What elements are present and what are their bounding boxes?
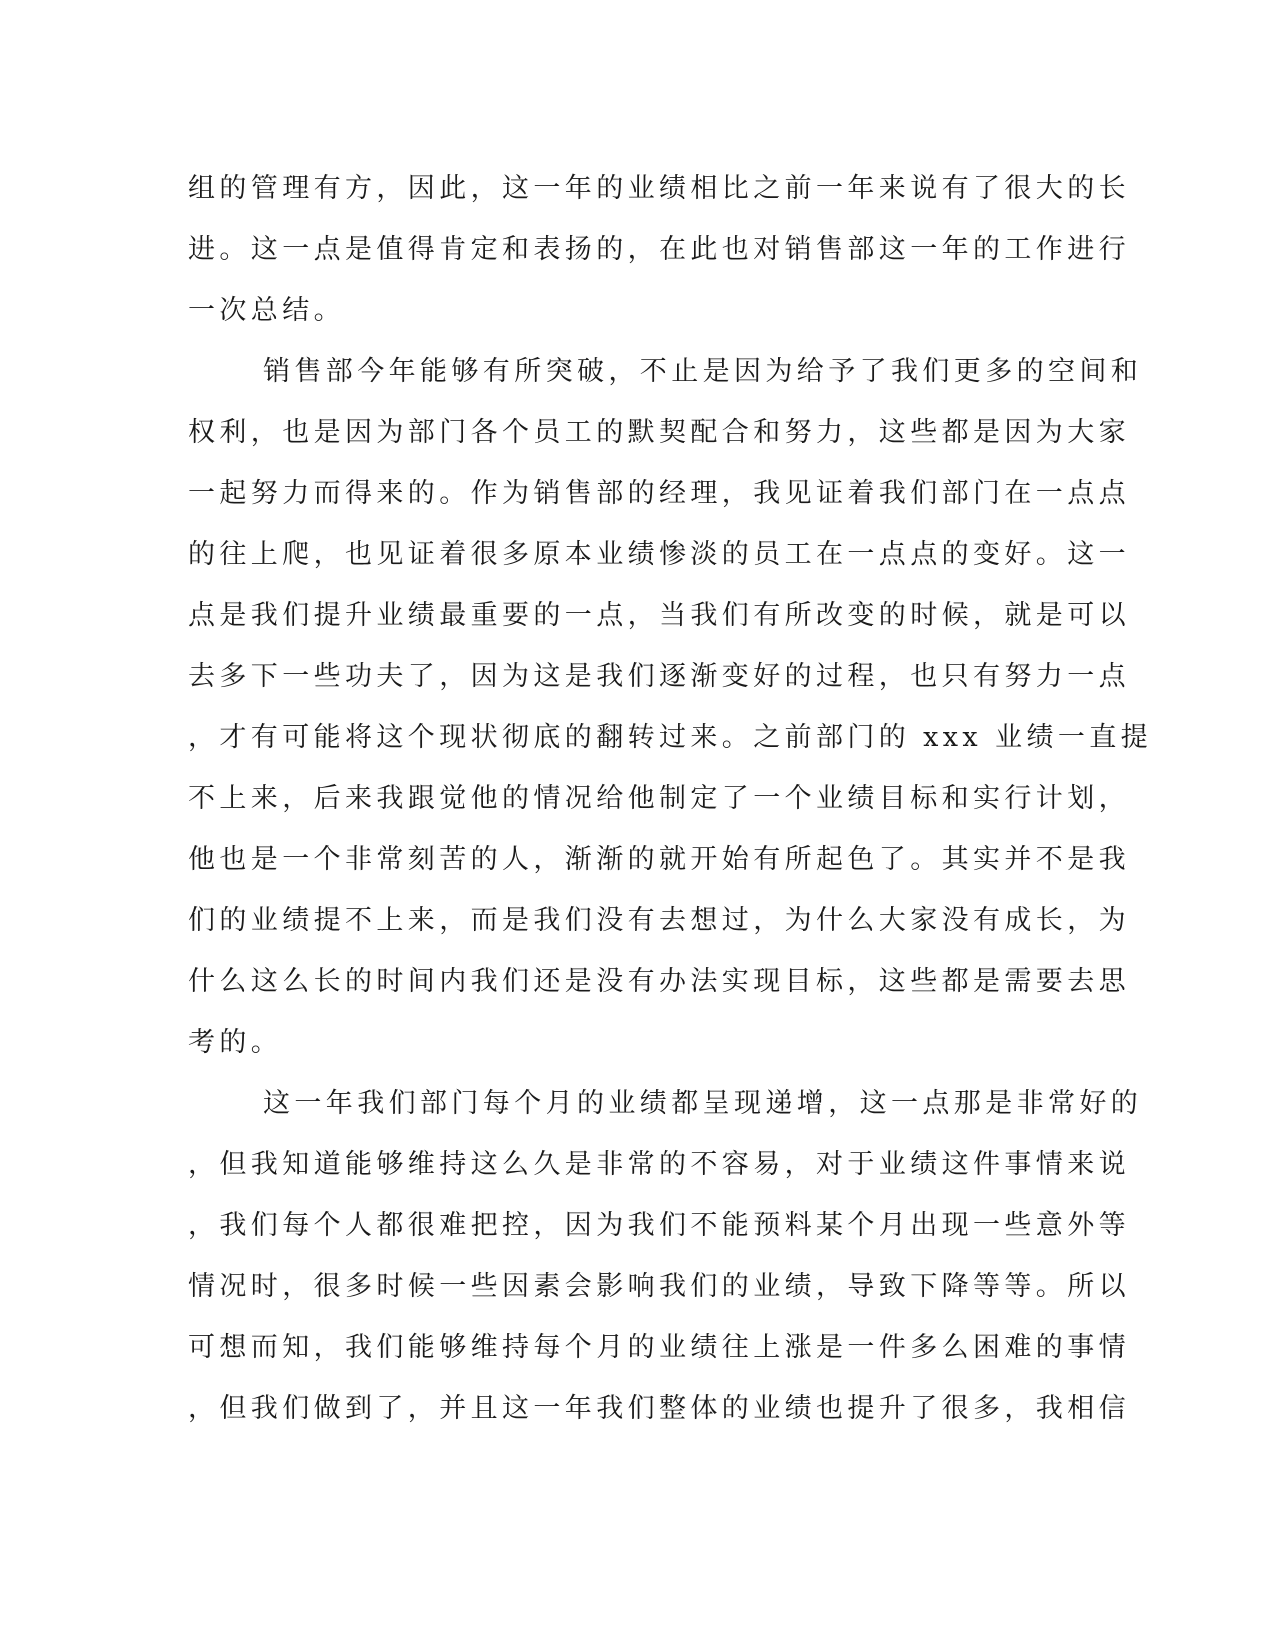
text-line: ，才有可能将这个现状彻底的翻转过来。之前部门的 xxx 业绩一直提	[188, 722, 1153, 753]
text-line: 点是我们提升业绩最重要的一点，当我们有所改变的时候，就是可以	[188, 600, 1130, 631]
text-line: 一次总结。	[188, 295, 345, 326]
text-line: 不上来，后来我跟觉他的情况给他制定了一个业绩目标和实行计划，	[188, 783, 1130, 814]
text-line: 们的业绩提不上来，而是我们没有去想过，为什么大家没有成长，为	[188, 905, 1130, 936]
text-line: 他也是一个非常刻苦的人，渐渐的就开始有所起色了。其实并不是我	[188, 844, 1130, 875]
body-text	[188, 158, 1153, 1439]
text-line: 可想而知，我们能够维持每个月的业绩往上涨是一件多么困难的事情	[188, 1332, 1130, 1363]
text-line: 什么这么长的时间内我们还是没有办法实现目标，这些都是需要去思	[188, 966, 1130, 997]
paragraph-first-line: 销售部今年能够有所突破，不止是因为给予了我们更多的空间和	[263, 356, 1143, 387]
text-line: ，但我知道能够维持这么久是非常的不容易，对于业绩这件事情来说	[188, 1149, 1130, 1180]
text-line: 进。这一点是值得肯定和表扬的，在此也对销售部这一年的工作进行	[188, 234, 1130, 265]
text-line: 去多下一些功夫了，因为这是我们逐渐变好的过程，也只有努力一点	[188, 661, 1130, 692]
paragraph-first-line: 这一年我们部门每个月的业绩都呈现递增，这一点那是非常好的	[263, 1088, 1143, 1119]
text-line: 一起努力而得来的。作为销售部的经理，我见证着我们部门在一点点	[188, 478, 1130, 509]
text-line: 考的。	[188, 1027, 283, 1058]
text-line: 的往上爬，也见证着很多原本业绩惨淡的员工在一点点的变好。这一	[188, 539, 1130, 570]
text-line: ，我们每个人都很难把控，因为我们不能预料某个月出现一些意外等	[188, 1210, 1130, 1241]
text-line: 情况时，很多时候一些因素会影响我们的业绩，导致下降等等。所以	[188, 1271, 1130, 1302]
text-line: ，但我们做到了，并且这一年我们整体的业绩也提升了很多，我相信	[188, 1393, 1130, 1424]
text-line: 组的管理有方，因此，这一年的业绩相比之前一年来说有了很大的长	[188, 173, 1130, 204]
text-line: 权利，也是因为部门各个员工的默契配合和努力，这些都是因为大家	[188, 417, 1130, 448]
